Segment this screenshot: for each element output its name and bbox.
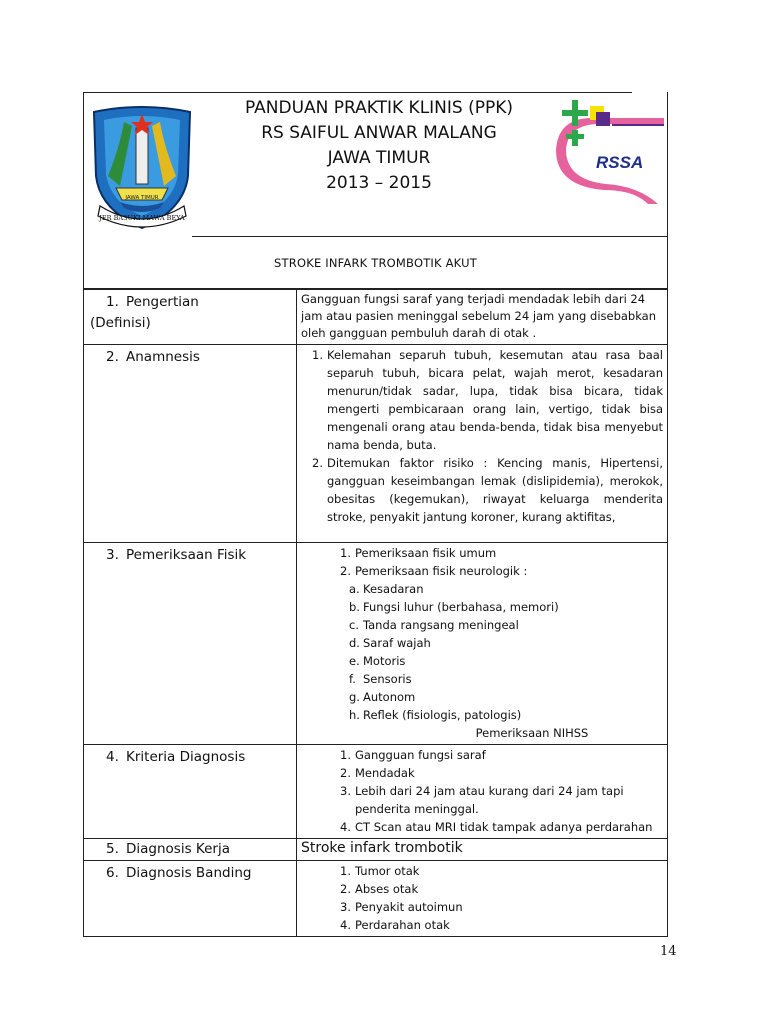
item-number: 1. (340, 864, 351, 878)
list-item (349, 634, 663, 652)
list-item (301, 562, 663, 580)
table-row (84, 345, 668, 543)
item-number: 1. (312, 348, 323, 362)
section-label-banding (84, 861, 297, 937)
item-number: 4. (340, 918, 351, 932)
section-value-anamnesis (297, 345, 668, 543)
section-value-banding (297, 861, 668, 937)
item-letter: b. (349, 600, 360, 614)
item-number: 3. (340, 900, 351, 914)
item-number: 4. (340, 820, 351, 834)
page-number: 14 (660, 944, 677, 959)
section-label-pemeriksaan (84, 543, 297, 745)
list-item (301, 898, 663, 916)
ppk-document (83, 92, 668, 937)
list-item (349, 598, 663, 616)
item-number: 2. (312, 456, 323, 470)
list-item (349, 616, 663, 634)
table-row (84, 839, 668, 861)
section-label-kriteria (84, 745, 297, 839)
kriteria-list (301, 746, 663, 836)
emblem-ribbon-text: JAWA TIMUR (125, 195, 159, 201)
item-text: Penyakit autoimun (355, 900, 463, 914)
section-value-pengertian (297, 290, 668, 345)
item-text: Perdarahan otak (355, 918, 450, 932)
section-value-kerja (297, 839, 668, 861)
item-text: Abses otak (355, 882, 419, 896)
item-text: Sensoris (363, 672, 412, 686)
section-value-pemeriksaan (297, 543, 668, 745)
item-text: Lebih dari 24 jam atau kurang dari 24 jam tapi penderita meninggal. (355, 784, 624, 816)
section-number: 5. (106, 841, 119, 857)
item-text: Motoris (363, 654, 406, 668)
list-item (301, 862, 663, 880)
item-letter: d. (349, 636, 360, 650)
item-text: CT Scan atau MRI tidak tampak adanya perdarahan (355, 820, 653, 834)
section-number: 4. (106, 749, 119, 765)
item-text: Reflek (fisiologis, patologis) (363, 708, 522, 722)
item-number: 2. (340, 766, 351, 780)
definition-text: Gangguan fungsi saraf yang terjadi mendadak lebih dari 24 jam atau pasien meninggal sebelum 24 jam yang disebabkan oleh gangguan pembuluh darah di otak . (301, 292, 657, 340)
section-label: Pengertian (126, 294, 199, 310)
section-label: Diagnosis Kerja (126, 841, 230, 857)
section-number: 6. (106, 865, 119, 881)
table-row (84, 290, 668, 345)
item-number: 1. (340, 546, 351, 560)
list-item (301, 346, 663, 454)
item-letter: c. (349, 618, 359, 632)
list-item (301, 880, 663, 898)
item-letter: a. (349, 582, 360, 596)
list-item (349, 706, 663, 724)
item-letter: g. (349, 690, 360, 704)
section-number: 3. (106, 547, 119, 563)
pemeriksaan-list (301, 544, 663, 580)
list-item (301, 818, 663, 836)
section-label: Diagnosis Banding (126, 865, 252, 881)
item-text: Kelemahan separuh tubuh, kesemutan atau rasa baal separuh tubuh, bicara pelat, wajah merot, kesadaran menurun/tidak sadar, lupa, tidak bisa bicara, tidak mengerti pembicaraan orang lain, vertigo, tidak bisa mengenali orang atau benda-benda, tidak bisa menyebut nama benda, buta. (327, 348, 663, 452)
section-value-kriteria (297, 745, 668, 839)
list-item (301, 454, 663, 526)
document-title (194, 96, 564, 196)
table-row (84, 745, 668, 839)
item-number: 2. (340, 882, 351, 896)
list-item (349, 652, 663, 670)
item-text: Pemeriksaan fisik umum (355, 546, 497, 560)
list-item (301, 764, 663, 782)
item-letter: h. (349, 708, 360, 722)
section-label: Anamnesis (126, 349, 200, 365)
section-label-pengertian (84, 290, 297, 345)
item-text: Mendadak (355, 766, 415, 780)
list-item (349, 670, 663, 688)
title-line: JAWA TIMUR (327, 148, 431, 168)
section-label: Kriteria Diagnosis (126, 749, 246, 765)
item-text: Pemeriksaan fisik neurologik : (355, 564, 528, 578)
section-number: 2. (106, 349, 119, 365)
item-text: Fungsi luhur (berbahasa, memori) (363, 600, 559, 614)
item-text: Autonom (363, 690, 416, 704)
item-text: Tanda rangsang meningeal (363, 618, 519, 632)
rssa-logo-text: RSSA (596, 153, 644, 172)
working-diagnosis: Stroke infark trombotik (301, 840, 463, 856)
list-item (349, 688, 663, 706)
rssa-logo-icon (552, 94, 664, 204)
item-text: Ditemukan faktor risiko : Kencing manis, Hipertensi, gangguan keseimbangan lemak (dislipidemia), merokok, obesitas (kegemukan), riwayat keluarga menderita stroke, penyakit jantung koroner, kurang aktifitas, (327, 456, 663, 524)
item-letter: f. (349, 672, 356, 686)
item-number: 2. (340, 564, 351, 578)
document-topic: STROKE INFARK TROMBOTIK AKUT (83, 237, 668, 289)
item-number: 1. (340, 748, 351, 762)
item-text: Saraf wajah (363, 636, 431, 650)
item-number: 3. (340, 784, 351, 798)
item-letter: e. (349, 654, 360, 668)
ppk-table (83, 289, 668, 937)
title-line: 2013 – 2015 (326, 173, 432, 193)
list-item (349, 580, 663, 598)
title-line: RS SAIFUL ANWAR MALANG (261, 123, 497, 143)
section-label-anamnesis (84, 345, 297, 543)
title-line: PANDUAN PRAKTIK KLINIS (PPK) (244, 98, 514, 118)
list-item (301, 916, 663, 934)
anamnesis-list (301, 346, 663, 526)
section-label: Pemeriksaan Fisik (126, 547, 247, 563)
banding-list (301, 862, 663, 934)
list-item (301, 544, 663, 562)
item-text: Tumor otak (355, 864, 420, 878)
section-label-kerja (84, 839, 297, 861)
item-text: Gangguan fungsi saraf (355, 748, 486, 762)
section-number: 1. (106, 294, 119, 310)
neurologic-sublist (301, 580, 663, 724)
list-item (301, 782, 663, 818)
table-row (84, 543, 668, 745)
section-label-line2: (Definisi) (90, 315, 151, 331)
list-item (301, 746, 663, 764)
document-header (83, 92, 668, 237)
emblem-motto: JER BASUKI MAWA BEYA (99, 214, 185, 222)
jawa-timur-emblem-icon (90, 106, 194, 232)
table-row (84, 861, 668, 937)
item-text: Kesadaran (363, 582, 424, 596)
nihss-text: Pemeriksaan NIHSS (475, 726, 589, 740)
